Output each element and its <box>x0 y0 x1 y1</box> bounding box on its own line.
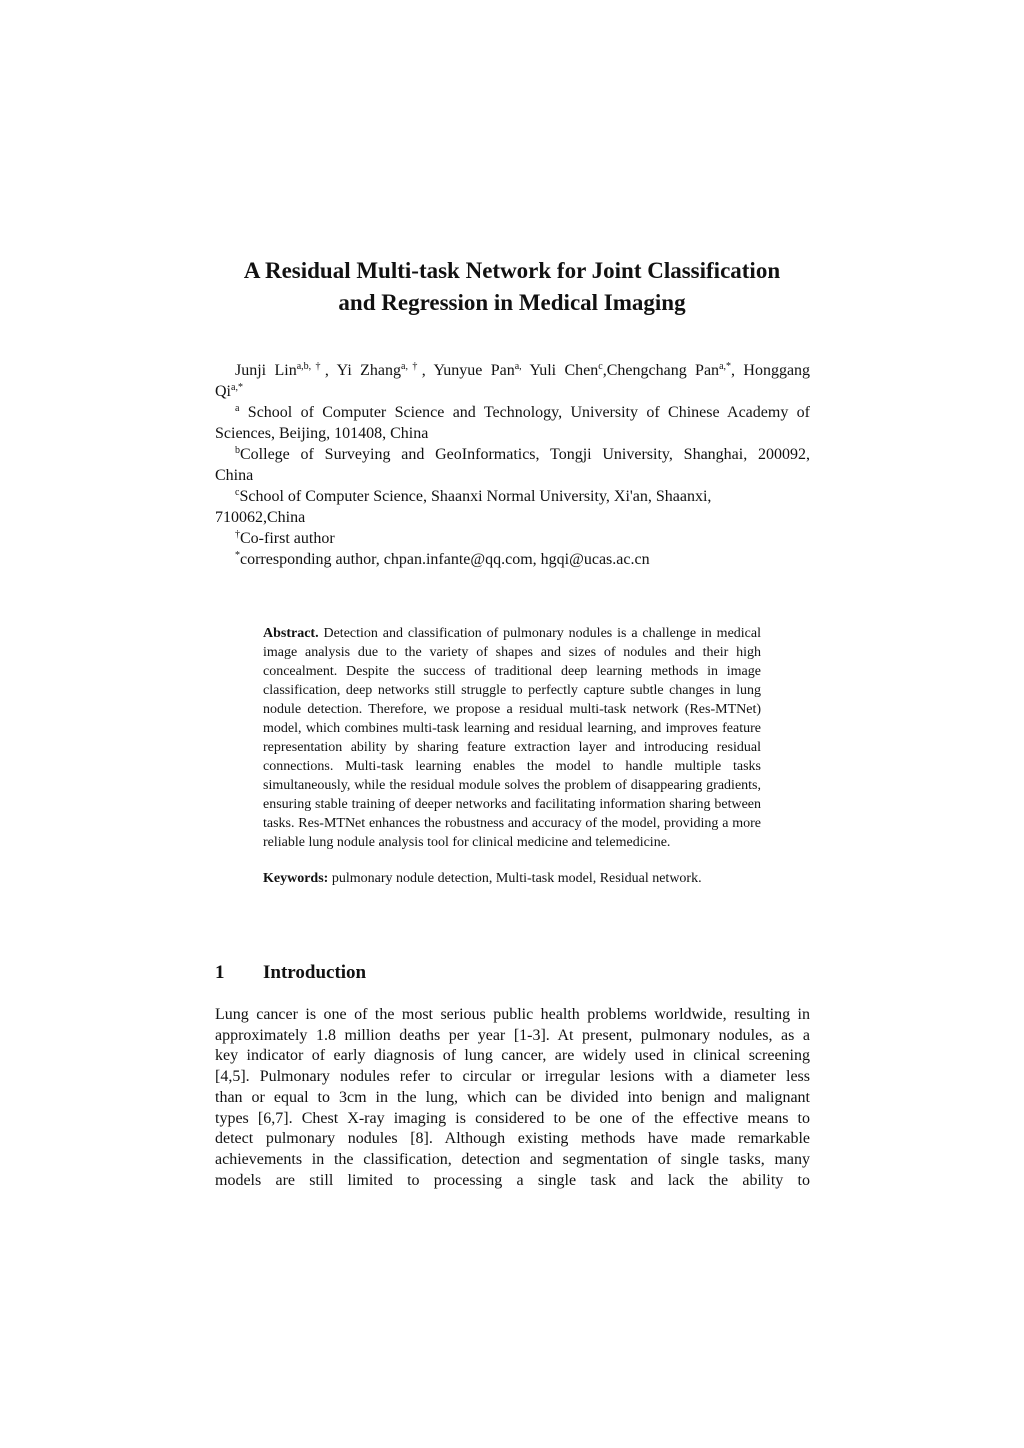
author-3: Yunyue Pan <box>433 362 515 379</box>
cofirst-note: †Co-first author <box>235 529 335 547</box>
text-line: models are still limited to processing a single task and lack the ability to <box>215 1171 810 1189</box>
text-line: key indicator of early diagnosis of lung cancer, are widely used in clinical screening <box>215 1047 810 1065</box>
abstract-block <box>263 624 761 888</box>
author-6-part2: Qi <box>215 383 231 400</box>
text-line: Lung cancer is one of the most serious public health problems worldwide, resulting in <box>215 1006 810 1023</box>
paper-title <box>150 255 874 319</box>
affiliation-a-cont: Sciences, Beijing, 101408, China <box>215 425 429 442</box>
corresponding-note: *corresponding author, chpan.infante@qq.com, hgqi@ucas.ac.cn <box>235 550 650 568</box>
keywords-text: pulmonary nodule detection, Multi-task model, Residual network. <box>331 871 702 886</box>
author-list: Junji Lin$^{a,b,\dagger}$, Yi Zhang$^{a,\dagger}$, Yunyue Pan$^{a,}$ Yuli Chen$^c$,Chengchang Pan$^{a,*}$, Honggang <box>235 361 811 379</box>
affiliation-c: $^c$School of Computer Science, Shaanxi Normal University, Xi'an, Shaanxi, <box>235 487 712 505</box>
affiliation-c-cont: 710062,China <box>215 509 306 526</box>
affiliation-b: $^b$College of Surveying and GeoInformatics, Tongji University, Shanghai, 200092, <box>235 445 810 463</box>
author-5: Chengchang Pan <box>606 362 720 379</box>
text-line: than or equal to 3cm in the lung, which can be divided into benign and malignant <box>215 1088 810 1106</box>
title-line-1: A Residual Multi-task Network for Joint Classification <box>243 258 781 283</box>
abstract-text: Detection and classification of pulmonary nodules is a challenge in medical image analysis due to the variety of shapes and sizes of nodules and their high concealment. Despite the success of traditional deep learning methods in image classification, deep networks still struggle to perfectly capture subtle changes in lung nodule detection. Therefore, we propose a residual multi-task network (Res-MTNet) model, which combines multi-task learning and residual learning, and improves feature representation ability by sharing feature extraction layer and introducing residual connections. Multi-task learning enables the model to handle multiple tasks simultaneously, while the residual module solves the problem of disappearing gradients, ensuring stable training of deeper networks and facilitating information sharing between tasks. Res-MTNet enhances the robustness and accuracy of the model, providing a more reliable lung nodule analysis tool for clinical medicine and telemedicine. <box>263 626 761 850</box>
keywords-paragraph <box>263 869 761 888</box>
author-4: Yuli Chen <box>529 362 599 379</box>
abstract-paragraph <box>263 624 761 852</box>
keywords-label: Keywords: <box>263 871 329 886</box>
text-line: achievements in the classification, detection and segmentation of single tasks, many <box>215 1150 810 1168</box>
affiliation-b-cont: China <box>215 467 254 484</box>
title-line-2: and Regression in Medical Imaging <box>338 290 686 315</box>
author-list-cont: $Qi^{a,*}$ <box>215 382 243 400</box>
text-line: detect pulmonary nodules [8]. Although existing methods have made remarkable <box>215 1130 810 1148</box>
text-line: approximately 1.8 million deaths per year [1-3]. At present, pulmonary nodules, as a <box>215 1026 810 1044</box>
section-number: 1 <box>215 962 225 983</box>
intro-paragraph <box>215 1005 810 1191</box>
section-heading <box>215 960 810 986</box>
text-line: types [6,7]. Chest X-ray imaging is considered to be one of the effective means to <box>215 1109 810 1127</box>
affiliation-a: $^a$ School of Computer Science and Technology, University of Chinese Academy of <box>235 403 810 421</box>
text-line: [4,5]. Pulmonary nodules refer to circular or irregular lesions with a diameter less <box>215 1068 810 1086</box>
author-block <box>215 360 810 570</box>
author-1: Junji Lin <box>235 362 297 379</box>
section-title: Introduction <box>263 962 367 983</box>
author-6-part1: Honggang <box>743 362 811 379</box>
abstract-label: Abstract. <box>263 626 319 641</box>
author-2: Yi Zhang <box>336 362 402 379</box>
